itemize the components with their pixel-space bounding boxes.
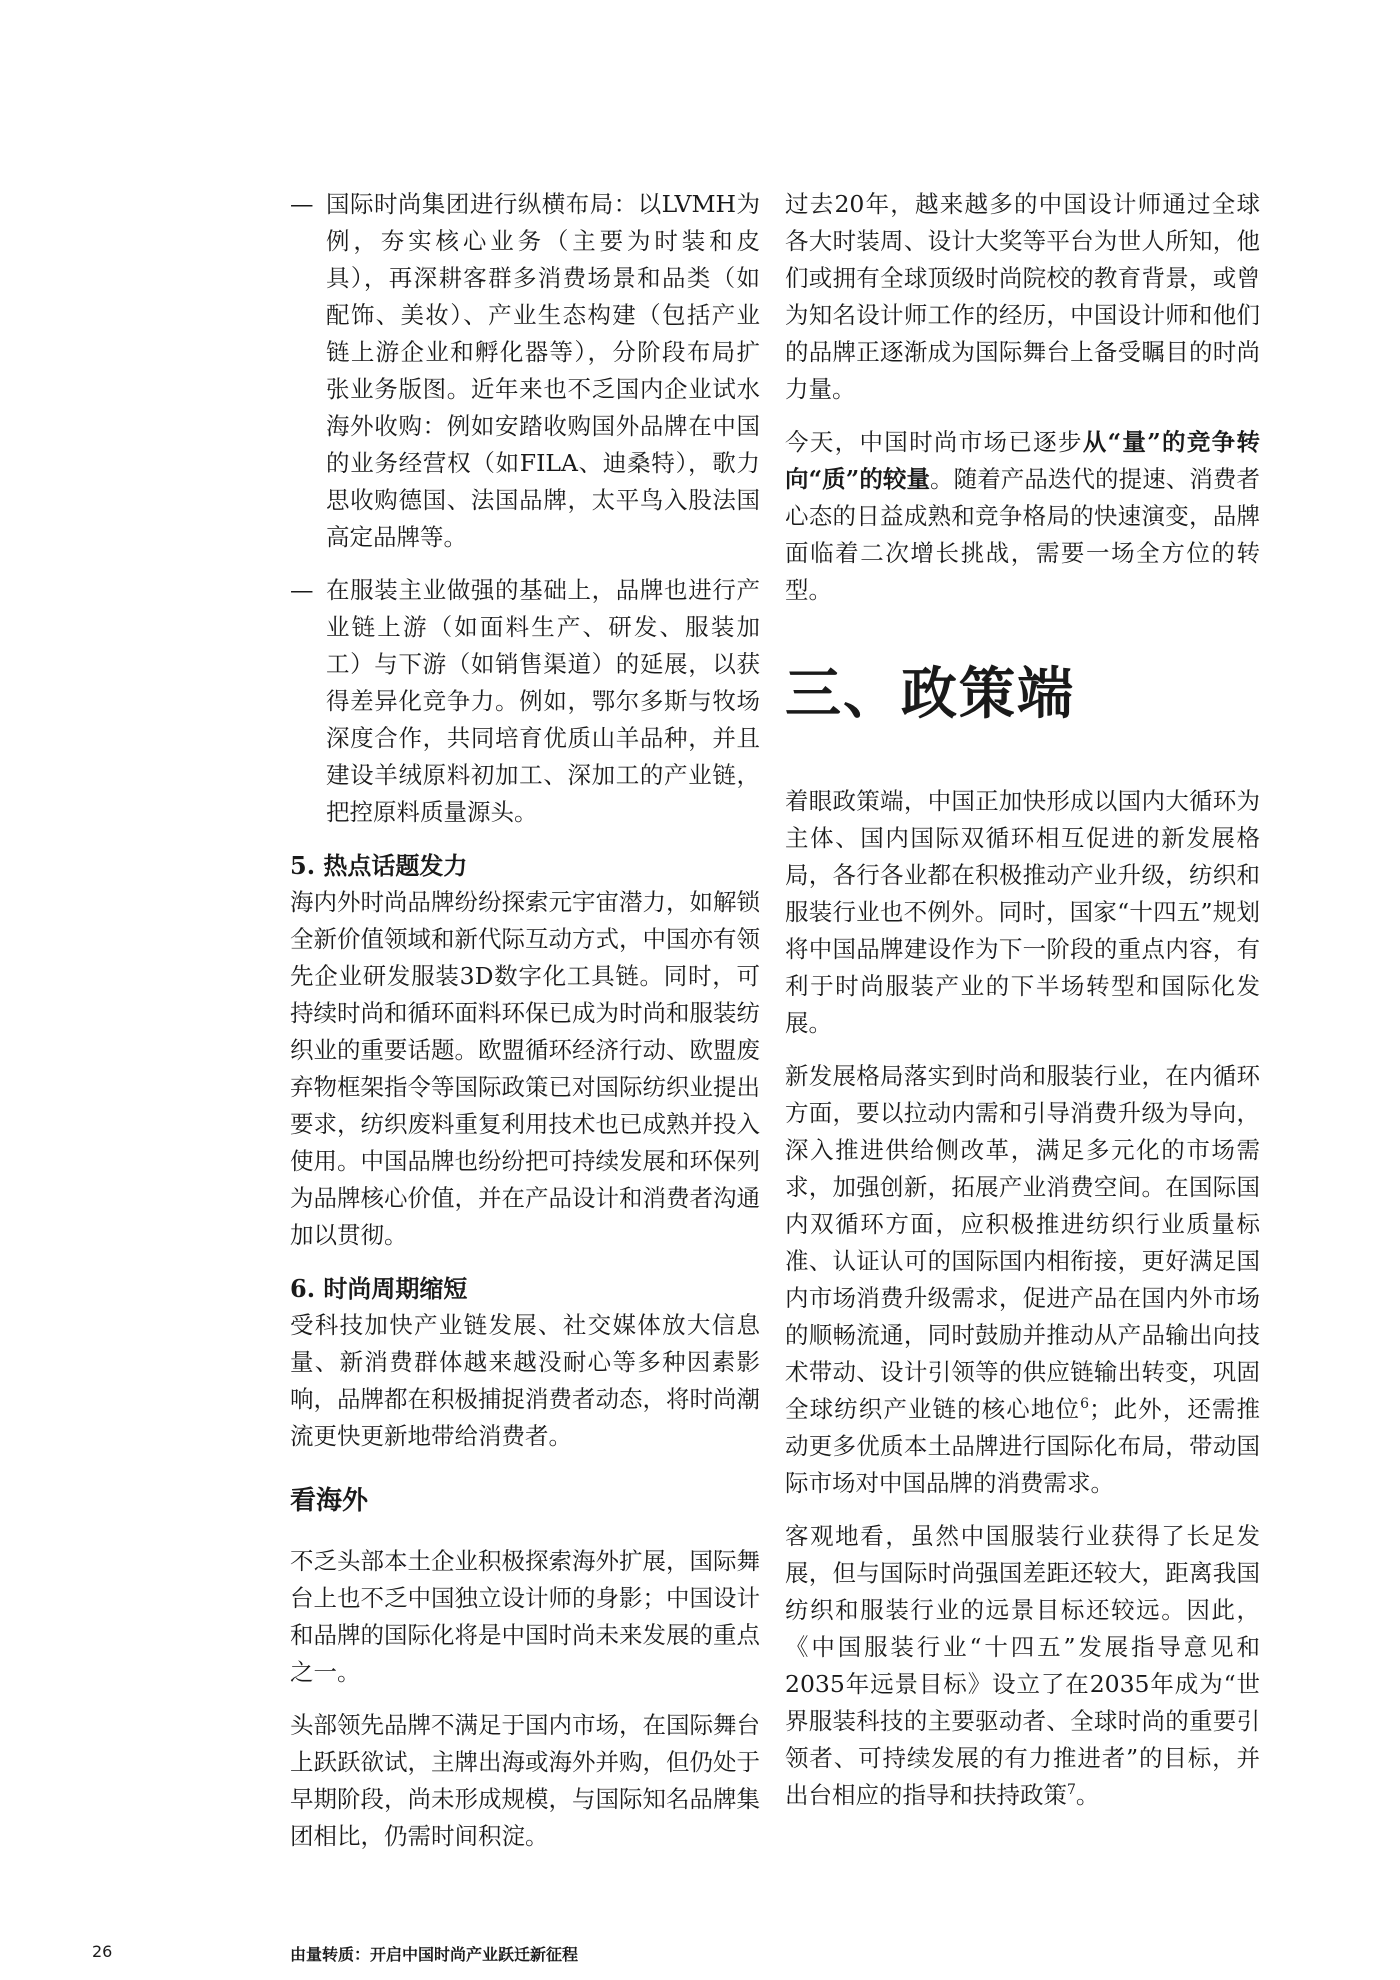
- heading-overseas: 看海外: [290, 1486, 369, 1516]
- section-heading-policy: 三、政策端: [785, 661, 1075, 727]
- bullet-item: [290, 572, 760, 831]
- bullet-text: 在服装主业做强的基础上，品牌也进行产业链上游（如面料生产、研发、服装加工）与下游（如销售渠道）的延展，以获得差异化竞争力。例如，鄂尔多斯与牧场深度合作，共同培育优质山羊品种，并且建设羊绒原料初加工、深加工的产业链，把控原料质量源头。: [326, 576, 760, 826]
- text-segment: 今天，中国时尚市场已逐步: [785, 428, 1083, 456]
- bullet-dash: —: [290, 576, 314, 604]
- page-number: 26: [92, 1942, 113, 1961]
- paragraph-policy-1: 着眼政策端，中国正加快形成以国内大循环为主体、国内国际双循环相互促进的新发展格局，各行各业都在积极推动产业升级，纺织和服装行业也不例外。同时，国家“十四五”规划将中国品牌建设作为下一阶段的重点内容，有利于时尚服装产业的下半场转型和国际化发展。: [785, 787, 1260, 1037]
- right-column: [785, 186, 1260, 1830]
- bullet-text: 国际时尚集团进行纵横布局：以LVMH为例，夯实核心业务（主要为时装和皮具），再深耕客群多消费场景和品类（如配饰、美妆）、产业生态构建（包括产业链上游企业和孵化器等），分阶段布局扩张业务版图。近年来也不乏国内企业试水海外收购：例如安踏收购国外品牌在中国的业务经营权（如FILA、迪桑特），歌力思收购德国、法国品牌，太平鸟入股法国高定品牌等。: [326, 190, 760, 551]
- bullet-item: [290, 186, 760, 556]
- footnote-ref: 7: [1067, 1782, 1076, 1799]
- heading-hot-topics: 5. 热点话题发力: [290, 851, 468, 880]
- footer-title: 由量转质：开启中国时尚产业跃迁新征程: [290, 1945, 579, 1964]
- paragraph-hot-topics: 海内外时尚品牌纷纷探索元宇宙潜力，如解锁全新价值领域和新代际互动方式，中国亦有领先企业研发服装3D数字化工具链。同时，可持续时尚和循环面料环保已成为时尚和服装纺织业的重要话题。欧盟循环经济行动、欧盟废弃物框架指令等国际政策已对国际纺织业提出要求，纺织废料重复利用技术也已成熟并投入使用。中国品牌也纷纷把可持续发展和环保列为品牌核心价值，并在产品设计和消费者沟通加以贯彻。: [290, 888, 760, 1249]
- paragraph-overseas-1: 不乏头部本土企业积极探索海外扩展，国际舞台上也不乏中国独立设计师的身影；中国设计和品牌的国际化将是中国时尚未来发展的重点之一。: [290, 1547, 760, 1686]
- text-segment: ；此外，还需推动更多优质本土品牌进行国际化布局，带动国际市场对中国品牌的消费需求。: [785, 1395, 1261, 1497]
- paragraph-overseas-2: 头部领先品牌不满足于国内市场，在国际舞台上跃跃欲试，主牌出海或海外并购，但仍处于早期阶段，尚未形成规模，与国际知名品牌集团相比，仍需时间积淀。: [290, 1711, 760, 1850]
- paragraph-fashion-cycle: 受科技加快产业链发展、社交媒体放大信息量、新消费群体越来越没耐心等多种因素影响，品牌都在积极捕捉消费者动态，将时尚潮流更快更新地带给消费者。: [290, 1311, 760, 1450]
- text-segment: 。: [1075, 1781, 1100, 1809]
- text-segment: 客观地看，虽然中国服装行业获得了长足发展，但与国际时尚强国差距还较大，距离我国纺织和服装行业的远景目标还较远。因此，《中国服装行业“十四五”发展指导意见和2035年远景目标》设立了在2035年成为“世界服装科技的主要驱动者、全球时尚的重要引领者、可持续发展的有力推进者”的目标，并出台相应的指导和扶持政策: [785, 1522, 1260, 1809]
- text-segment: 新发展格局落实到时尚和服装行业，在内循环方面，要以拉动内需和引导消费升级为导向，深入推进供给侧改革，满足多元化的市场需求，加强创新，拓展产业消费空间。在国际国内双循环方面，应积极推进纺织行业质量标准、认证认可的国际国内相衔接，更好满足国内市场消费升级需求，促进产品在国内外市场的顺畅流通，同时鼓励并推动从产品输出向技术带动、设计引领等的供应链输出转变，巩固全球纺织产业链的核心地位: [785, 1062, 1260, 1423]
- bold-emphasis: 从“量”的竞争转向“质”的较量: [785, 428, 1260, 493]
- bullet-dash: —: [290, 190, 314, 218]
- text-segment: 。随着产品迭代的提速、消费者心态的日益成熟和竞争格局的快速演变，品牌面临着二次增长挑战，需要一场全方位的转型。: [785, 465, 1260, 604]
- footnote-ref: 6: [1080, 1396, 1089, 1413]
- paragraph-designers: 过去20年，越来越多的中国设计师通过全球各大时装周、设计大奖等平台为世人所知，他们或拥有全球顶级时尚院校的教育背景，或曾为知名设计师工作的经历，中国设计师和他们的品牌正逐渐成为国际舞台上备受瞩目的时尚力量。: [785, 190, 1260, 403]
- paragraph-transformation: [785, 424, 1260, 609]
- paragraph-policy-2: [785, 1058, 1260, 1502]
- page-footer: [0, 1942, 1400, 1972]
- paragraph-policy-3: [785, 1518, 1260, 1814]
- left-column: [290, 186, 760, 1871]
- heading-fashion-cycle: 6. 时尚周期缩短: [290, 1274, 468, 1303]
